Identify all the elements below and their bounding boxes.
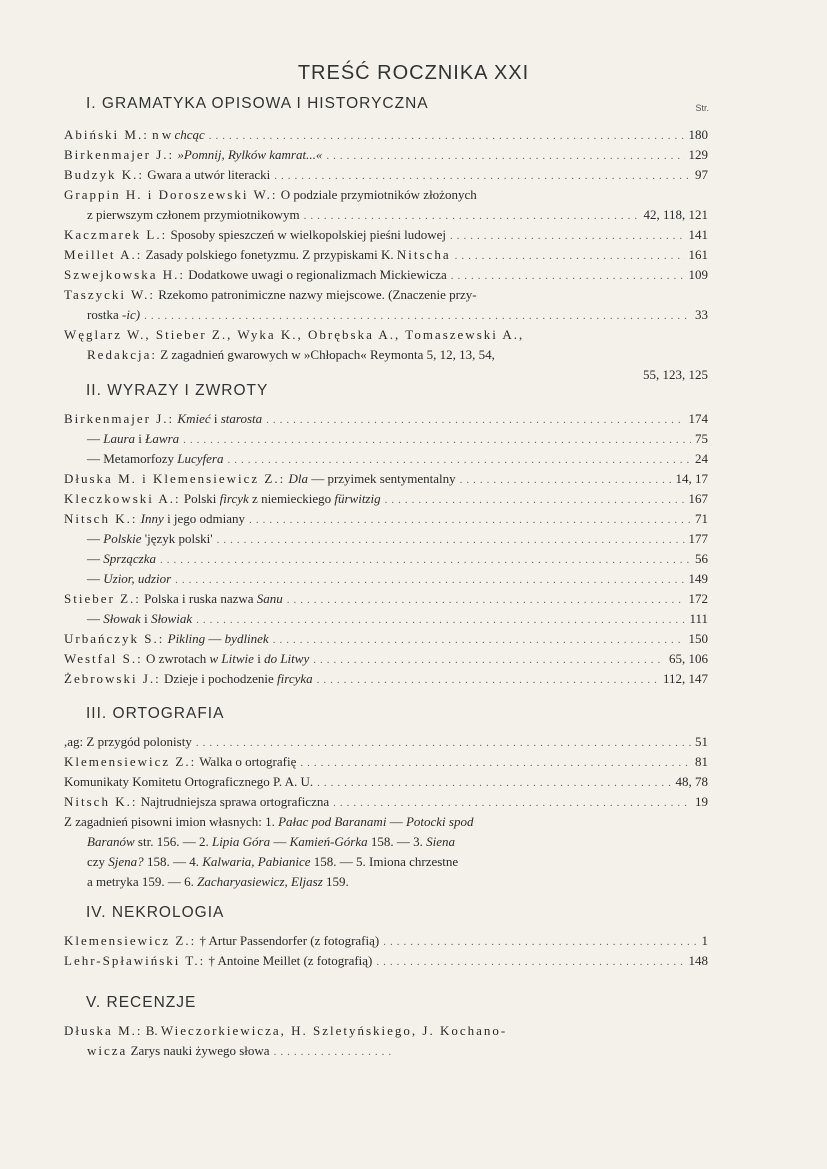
entry-page: 141 [688, 227, 708, 242]
entry-author: Lehr-Spławiński T.: [64, 953, 206, 968]
toc-entry [64, 752, 708, 772]
entry-title: 159. [326, 874, 349, 889]
entry-page: 180 [688, 127, 708, 142]
entry-author: Stieber Z.: [64, 591, 141, 606]
entry-title: Rzekomo patronimiczne nazwy miejscowe. (Znaczenie przy- [158, 287, 477, 302]
entry-page: 65, 106 [669, 651, 708, 666]
toc-entry [64, 245, 708, 265]
entry-title-italic: Dla [288, 471, 308, 486]
entry-page: 75 [695, 431, 708, 446]
toc-entry [64, 1021, 708, 1061]
entry-title-italic: Zacharyasiewicz, Eljasz [197, 874, 323, 889]
entry-title: Z przygód polonisty [86, 734, 192, 749]
entry-title: O zwrotach [145, 651, 207, 666]
entry-title: 158. — 5. Imiona chrzestne [313, 854, 459, 869]
leader-dots [227, 450, 691, 470]
toc-entry [64, 732, 708, 752]
entry-title: — przyimek sentymentalny [311, 471, 456, 486]
toc-entry [64, 145, 708, 165]
toc-entry [64, 529, 708, 549]
entry-title-italic: »Pomnij, Rylków kamrat...« [177, 147, 323, 162]
entry-page: 111 [689, 611, 708, 626]
toc-entry [64, 792, 708, 812]
toc-entry [64, 409, 708, 429]
entry-page: 81 [695, 754, 708, 769]
entry-title-italic: chcąc [174, 127, 205, 142]
entry-page: 55, 123, 125 [643, 367, 708, 382]
entry-title-cont: z pierwszym członem przymiotnikowym [87, 207, 300, 222]
entry-author: Żebrowski J.: [64, 671, 161, 686]
entry-title-italic: Pałac pod Baranami [278, 814, 387, 829]
entry-page: 161 [688, 247, 708, 262]
entry-title-italic: Polskie [103, 531, 142, 546]
entry-title: Polski [183, 491, 217, 506]
section-grammar-list [64, 125, 708, 385]
page-column-label: Str. [695, 103, 709, 113]
toc-entry [64, 649, 708, 669]
leader-dots [304, 206, 640, 226]
toc-entry [64, 449, 708, 469]
entry-page: 48, 78 [675, 774, 708, 789]
entry-page: 177 [688, 531, 708, 546]
toc-entry [64, 589, 708, 609]
entry-title: 'język polski' [144, 531, 213, 546]
section-orthography-list [64, 732, 708, 892]
entry-title: a metryka 159. — 6. [87, 874, 194, 889]
entry-author: Abiński M.: [64, 127, 149, 142]
leader-dots [376, 952, 684, 972]
leader-dots [383, 932, 697, 952]
entry-title: i [213, 411, 218, 426]
toc-entry [64, 429, 708, 449]
toc-entry [64, 951, 708, 971]
entry-page: 51 [695, 734, 708, 749]
entry-author: Kaczmarek L.: [64, 227, 168, 242]
ditto-dash: — [87, 431, 100, 446]
entry-title-italic: Baranów [87, 834, 135, 849]
entry-title-italic: do Litwy [264, 651, 310, 666]
leader-dots [287, 590, 685, 610]
entry-author: Westfal S.: [64, 651, 143, 666]
entry-title-italic: Sanu [256, 591, 283, 606]
entry-page: 33 [695, 307, 708, 322]
entry-author: ,ag: [64, 734, 84, 749]
entry-title-italic: Laura [103, 431, 136, 446]
entry-title: 158. — 3. [370, 834, 423, 849]
entry-author: Grappin H. i Doroszewski W.: [64, 187, 278, 202]
entry-title-italic: bydlinek [224, 631, 269, 646]
entry-title: i [257, 651, 261, 666]
entry-title-italic: Sjena? [108, 854, 144, 869]
leader-dots [274, 1042, 394, 1062]
entry-title: — [389, 814, 403, 829]
entry-author: Nitsch K.: [64, 511, 138, 526]
entry-page: 1 [701, 933, 708, 948]
entry-coauthor: wicza [87, 1043, 128, 1058]
entry-title: str. 156. — 2. [137, 834, 209, 849]
entry-page: 174 [688, 411, 708, 426]
entry-page: 148 [688, 953, 708, 968]
entry-title-italic: fircyk [219, 491, 249, 506]
toc-entry [64, 325, 708, 385]
leader-dots [313, 650, 665, 670]
ditto-dash: — [87, 551, 100, 566]
entry-page: 24 [695, 451, 708, 466]
toc-entry [64, 931, 708, 951]
entry-author: Budzyk K.: [64, 167, 144, 182]
leader-dots [266, 410, 684, 430]
leader-dots [209, 126, 685, 146]
entry-page: 109 [688, 267, 708, 282]
toc-entry [64, 225, 708, 245]
entry-title-italic: -ic) [122, 307, 141, 322]
section-words-list [64, 409, 708, 689]
entry-title-italic: Słowiak [150, 611, 193, 626]
leader-dots [385, 490, 685, 510]
entry-title-italic: Kamień-Górka [289, 834, 368, 849]
entry-page: 56 [695, 551, 708, 566]
entry-title-italic: Słowak [103, 611, 141, 626]
toc-entry [64, 569, 708, 589]
entry-coauthor: Nitscha [396, 247, 451, 262]
toc-entry [64, 165, 708, 185]
entry-title: i [138, 431, 142, 446]
entry-title: Komunikaty Komitetu Ortograficznego P. A. U. [64, 774, 314, 789]
entry-page: 19 [695, 794, 708, 809]
section-reviews-list [64, 1021, 708, 1061]
toc-entry [64, 812, 708, 892]
entry-title: z niemieckiego [252, 491, 332, 506]
entry-author: Dłuska M.: [64, 1023, 143, 1038]
entry-title-italic: starosta [220, 411, 263, 426]
toc-entry [64, 285, 708, 325]
entry-author: Taszycki W.: [64, 287, 155, 302]
entry-author: Kleczkowski A.: [64, 491, 181, 506]
leader-dots [249, 510, 691, 530]
entry-title: n w [152, 127, 172, 142]
toc-entry [64, 185, 708, 225]
toc-entry [64, 629, 708, 649]
entry-title-cont: rostka [87, 307, 119, 322]
leader-dots [333, 793, 691, 813]
entry-authors: Węglarz W., Stieber Z., Wyka K., Obrębska A., Tomaszewski A., [64, 327, 525, 342]
leader-dots [183, 430, 691, 450]
entry-author: Meillet A.: [64, 247, 143, 262]
entry-author: Urbańczyk S.: [64, 631, 165, 646]
entry-title: — [208, 631, 222, 646]
ditto-dash: — [87, 451, 100, 466]
entry-title: — [273, 834, 287, 849]
entry-title: Zasady polskiego fonetyzmu. Z przypiskami K. [145, 247, 394, 262]
entry-page: 167 [688, 491, 708, 506]
leader-dots [274, 166, 691, 186]
entry-title: Z zagadnień pisowni imion własnych: 1. [64, 814, 275, 829]
entry-page: 71 [695, 511, 708, 526]
entry-page: 149 [688, 571, 708, 586]
leader-dots [160, 550, 691, 570]
entry-title: Najtrudniejsza sprawa ortograficzna [140, 794, 330, 809]
entry-page: 14, 17 [675, 471, 708, 486]
ditto-dash: — [87, 531, 100, 546]
toc-entry [64, 669, 708, 689]
entry-title: O podziale przymiotników złożonych [280, 187, 477, 202]
section-heading-reviews: V. RECENZJE [86, 994, 197, 1011]
entry-title: czy [87, 854, 106, 869]
toc-entry [64, 509, 708, 529]
entry-title: † Antoine Meillet (z fotografią) [208, 953, 373, 968]
entry-title: † Artur Passendorfer (z fotografią) [199, 933, 380, 948]
entry-author: Dłuska M. i Klemensiewicz Z.: [64, 471, 286, 486]
leader-dots [300, 753, 691, 773]
section-heading-obituaries: IV. NEKROLOGIA [86, 904, 225, 921]
entry-title-italic: Kalwaria, Pabianice [202, 854, 311, 869]
entry-title-italic: Inny [140, 511, 164, 526]
entry-author: Nitsch K.: [64, 794, 138, 809]
leader-dots [273, 630, 685, 650]
entry-title: Metamorfozy [103, 451, 175, 466]
entry-title-italic: Sprzączka [103, 551, 156, 566]
entry-title: i [144, 611, 148, 626]
toc-entry [64, 125, 708, 145]
entry-page: 129 [688, 147, 708, 162]
entry-title-italic: Ławra [145, 431, 180, 446]
leader-dots [196, 733, 691, 753]
entry-title-italic: Potocki spod [405, 814, 474, 829]
section-heading-words: II. WYRAZY I ZWROTY [86, 382, 269, 399]
entry-title-italic: Kmieć [177, 411, 211, 426]
entry-title-italic: fürwitzig [334, 491, 381, 506]
leader-dots [450, 226, 685, 246]
toc-entry [64, 609, 708, 629]
entry-title-italic: w Litwie [209, 651, 254, 666]
entry-title-italic: Lucyfera [177, 451, 224, 466]
entry-page: 112, 147 [662, 671, 708, 686]
entry-title: i jego odmiany [167, 511, 246, 526]
entry-page: 172 [688, 591, 708, 606]
entry-title: Sposoby spieszczeń w wielkopolskiej pieśni ludowej [170, 227, 446, 242]
leader-dots [451, 266, 685, 286]
entry-page: 150 [688, 631, 708, 646]
entry-title-italic: Siena [426, 834, 456, 849]
entry-title-italic: Uzior, udzior [103, 571, 172, 586]
entry-title-italic: Lipia Góra [211, 834, 271, 849]
section-obituaries-list [64, 931, 708, 971]
entry-title: Dzieje i pochodzenie [164, 671, 274, 686]
leader-dots [217, 530, 685, 550]
page-title: TREŚĆ ROCZNIKA XXI [297, 62, 530, 84]
entry-title: Z zagadnień gwarowych w »Chłopach« Reymonta 5, 12, 13, 54, [160, 347, 495, 362]
toc-entry [64, 265, 708, 285]
toc-entry [64, 772, 708, 792]
entry-title: Walka o ortografię [199, 754, 297, 769]
entry-title: Gwara a utwór literacki [147, 167, 271, 182]
leader-dots [460, 470, 672, 490]
entry-author: Birkenmajer J.: [64, 147, 175, 162]
ditto-dash: — [87, 571, 100, 586]
leader-dots [175, 570, 684, 590]
entry-author: Klemensiewicz Z.: [64, 933, 197, 948]
entry-page: 97 [695, 167, 708, 182]
entry-author: Birkenmajer J.: [64, 411, 175, 426]
entry-title: Dodatkowe uwagi o regionalizmach Mickiewicza [188, 267, 447, 282]
section-heading-orthography: III. ORTOGRAFIA [86, 705, 225, 722]
leader-dots [196, 610, 685, 630]
entry-title: B. [145, 1023, 158, 1038]
entry-coauthor: Wieczorkiewicza, H. Szletyńskiego, J. Kochano- [160, 1023, 508, 1038]
entry-title-italic: Pikling [167, 631, 206, 646]
entry-page: 42, 118, 121 [643, 207, 708, 222]
entry-title: 158. — 4. [146, 854, 199, 869]
leader-dots [317, 773, 671, 793]
entry-title-italic: fircyka [277, 671, 313, 686]
toc-entry [64, 549, 708, 569]
toc-entry [64, 489, 708, 509]
leader-dots [317, 670, 659, 690]
entry-title: Polska i ruska nazwa [144, 591, 254, 606]
leader-dots [326, 146, 684, 166]
entry-author: Redakcja: [87, 347, 157, 362]
ditto-dash: — [87, 611, 100, 626]
entry-title: Zarys nauki żywego słowa [130, 1043, 270, 1058]
section-heading-grammar: I. GRAMATYKA OPISOWA I HISTORYCZNA [86, 95, 429, 112]
entry-author: Szwejkowska H.: [64, 267, 185, 282]
leader-dots [455, 246, 685, 266]
toc-entry [64, 469, 708, 489]
entry-author: Klemensiewicz Z.: [64, 754, 197, 769]
leader-dots [144, 306, 691, 326]
